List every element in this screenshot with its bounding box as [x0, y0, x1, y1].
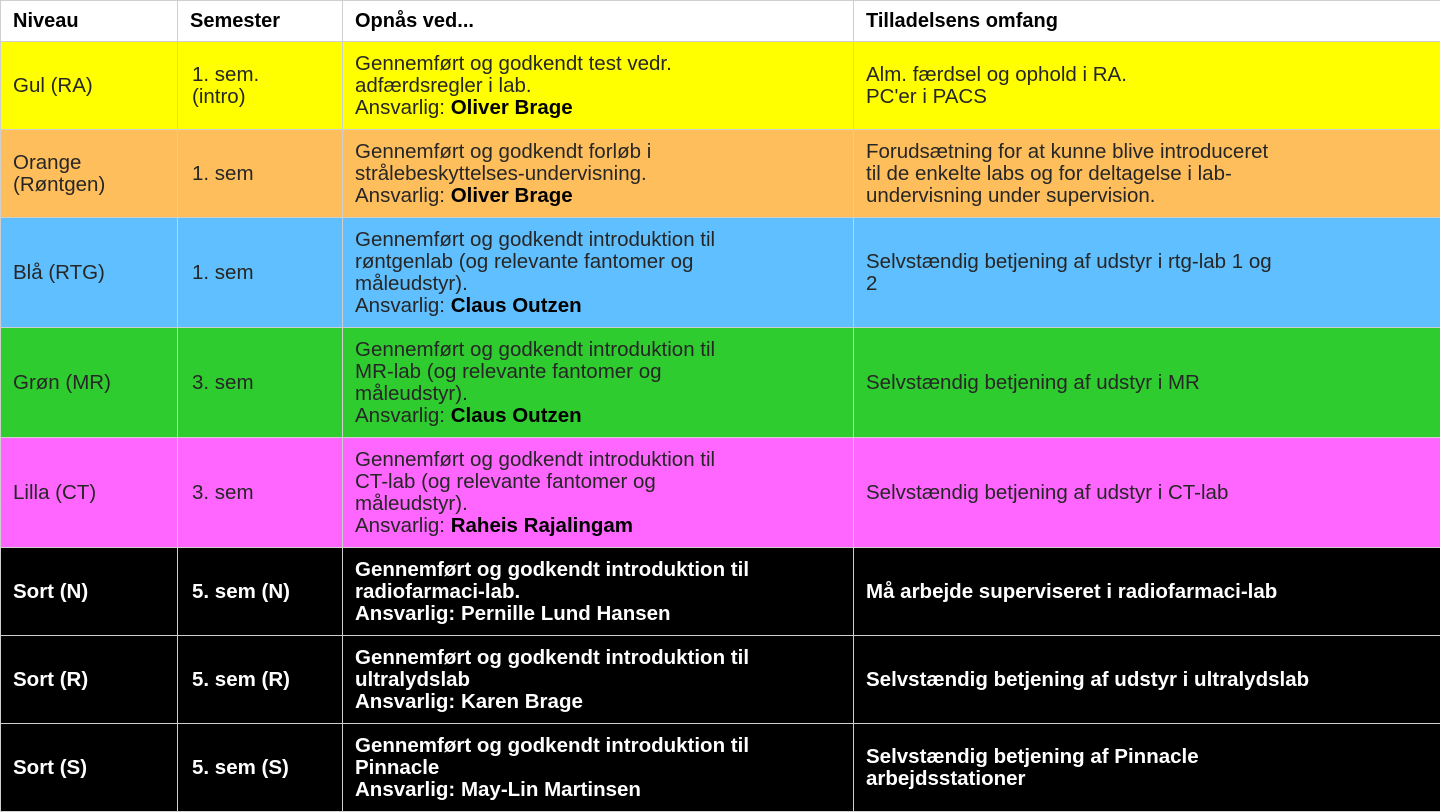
opnaas-text: måleudstyr). [355, 273, 839, 295]
omfang-text: Selvstændig betjening af udstyr i rtg-lab 1 og [866, 251, 1426, 273]
table-row-gron [1, 328, 1440, 438]
semester-cell [178, 130, 343, 218]
opnaas-text: CT-lab (og relevante fantomer og [355, 471, 839, 493]
omfang-cell [854, 130, 1440, 218]
niveau-text: Sort (S) [13, 757, 163, 779]
responsible-line [355, 185, 839, 207]
omfang-cell [854, 636, 1440, 724]
header-row [1, 1, 1440, 42]
responsible-label: Ansvarlig: [355, 690, 461, 713]
niveau-text: Grøn (MR) [13, 372, 163, 394]
semester-text: 3. sem [192, 372, 328, 394]
opnaas-text: Gennemført og godkendt forløb i [355, 141, 839, 163]
niveau-cell [1, 218, 178, 328]
semester-cell [178, 218, 343, 328]
opnaas-cell [343, 724, 854, 812]
omfang-cell [854, 548, 1440, 636]
niveau-text: Lilla (CT) [13, 482, 163, 504]
responsible-name: May-Lin Martinsen [461, 778, 641, 801]
semester-text: (intro) [192, 86, 328, 108]
niveau-cell [1, 42, 178, 130]
table-row-orange [1, 130, 1440, 218]
responsible-name: Claus Outzen [451, 294, 582, 317]
omfang-text: Må arbejde superviseret i radiofarmaci-lab [866, 581, 1426, 603]
header-niveau: Niveau [1, 1, 178, 42]
opnaas-cell [343, 42, 854, 130]
opnaas-text: Gennemført og godkendt introduktion til [355, 647, 839, 669]
niveau-cell [1, 328, 178, 438]
responsible-label: Ansvarlig: [355, 778, 461, 801]
omfang-cell [854, 724, 1440, 812]
semester-text: 5. sem (S) [192, 757, 328, 779]
opnaas-text: Gennemført og godkendt test vedr. [355, 53, 839, 75]
niveau-cell [1, 636, 178, 724]
niveau-text: (Røntgen) [13, 174, 163, 196]
responsible-name: Claus Outzen [451, 404, 582, 427]
opnaas-text: Pinnacle [355, 757, 839, 779]
omfang-cell [854, 328, 1440, 438]
responsible-name: Karen Brage [461, 690, 583, 713]
niveau-text: Orange [13, 152, 163, 174]
responsible-label: Ansvarlig: [355, 602, 461, 625]
table-row-gul [1, 42, 1440, 130]
opnaas-text: Gennemført og godkendt introduktion til [355, 339, 839, 361]
omfang-text: Selvstændig betjening af udstyr i ultralydslab [866, 669, 1426, 691]
responsible-name: Raheis Rajalingam [451, 514, 633, 537]
responsible-name: Oliver Brage [451, 96, 573, 119]
omfang-text: 2 [866, 273, 1426, 295]
opnaas-cell [343, 636, 854, 724]
header-semester: Semester [178, 1, 343, 42]
semester-text: 1. sem [192, 163, 328, 185]
niveau-text: Sort (N) [13, 581, 163, 603]
semester-cell [178, 42, 343, 130]
opnaas-text: Gennemført og godkendt introduktion til [355, 559, 839, 581]
header-omfang: Tilladelsens omfang [854, 1, 1440, 42]
responsible-label: Ansvarlig: [355, 184, 451, 207]
omfang-text: Selvstændig betjening af udstyr i MR [866, 372, 1426, 394]
omfang-text: Forudsætning for at kunne blive introduceret [866, 141, 1426, 163]
responsible-line [355, 97, 839, 119]
table-row-bla [1, 218, 1440, 328]
niveau-cell [1, 130, 178, 218]
opnaas-text: MR-lab (og relevante fantomer og [355, 361, 839, 383]
responsible-label: Ansvarlig: [355, 96, 451, 119]
omfang-cell [854, 438, 1440, 548]
opnaas-text: måleudstyr). [355, 383, 839, 405]
omfang-text: arbejdsstationer [866, 768, 1426, 790]
omfang-text: Selvstændig betjening af udstyr i CT-lab [866, 482, 1426, 504]
responsible-line [355, 779, 839, 801]
responsible-label: Ansvarlig: [355, 514, 451, 537]
opnaas-text: Gennemført og godkendt introduktion til [355, 735, 839, 757]
semester-cell [178, 636, 343, 724]
opnaas-text: radiofarmaci-lab. [355, 581, 839, 603]
niveau-cell [1, 438, 178, 548]
opnaas-text: røntgenlab (og relevante fantomer og [355, 251, 839, 273]
omfang-cell [854, 218, 1440, 328]
omfang-text: PC'er i PACS [866, 86, 1426, 108]
semester-text: 1. sem. [192, 64, 328, 86]
responsible-label: Ansvarlig: [355, 294, 451, 317]
opnaas-cell [343, 218, 854, 328]
responsible-line [355, 691, 839, 713]
opnaas-text: måleudstyr). [355, 493, 839, 515]
semester-cell [178, 438, 343, 548]
niveau-cell [1, 548, 178, 636]
niveau-cell [1, 724, 178, 812]
omfang-text: Selvstændig betjening af Pinnacle [866, 746, 1426, 768]
semester-text: 3. sem [192, 482, 328, 504]
table-row-sort-r [1, 636, 1440, 724]
semester-cell [178, 724, 343, 812]
opnaas-text: Gennemført og godkendt introduktion til [355, 229, 839, 251]
responsible-line [355, 603, 839, 625]
opnaas-text: adfærdsregler i lab. [355, 75, 839, 97]
table-body [1, 42, 1440, 812]
opnaas-text: strålebeskyttelses-undervisning. [355, 163, 839, 185]
omfang-text: undervisning under supervision. [866, 185, 1426, 207]
semester-text: 5. sem (R) [192, 669, 328, 691]
opnaas-cell [343, 130, 854, 218]
responsible-label: Ansvarlig: [355, 404, 451, 427]
opnaas-cell [343, 548, 854, 636]
omfang-cell [854, 42, 1440, 130]
omfang-text: til de enkelte labs og for deltagelse i lab- [866, 163, 1426, 185]
semester-cell [178, 548, 343, 636]
omfang-text: Alm. færdsel og ophold i RA. [866, 64, 1426, 86]
semester-text: 1. sem [192, 262, 328, 284]
table-row-lilla [1, 438, 1440, 548]
niveau-text: Sort (R) [13, 669, 163, 691]
semester-text: 5. sem (N) [192, 581, 328, 603]
opnaas-text: Gennemført og godkendt introduktion til [355, 449, 839, 471]
opnaas-cell [343, 438, 854, 548]
table-row-sort-n [1, 548, 1440, 636]
responsible-line [355, 515, 839, 537]
responsible-line [355, 295, 839, 317]
opnaas-cell [343, 328, 854, 438]
header-opnaas: Opnås ved... [343, 1, 854, 42]
opnaas-text: ultralydslab [355, 669, 839, 691]
responsible-line [355, 405, 839, 427]
niveau-text: Gul (RA) [13, 75, 163, 97]
semester-cell [178, 328, 343, 438]
responsible-name: Pernille Lund Hansen [461, 602, 671, 625]
table-row-sort-s [1, 724, 1440, 812]
responsible-name: Oliver Brage [451, 184, 573, 207]
niveau-text: Blå (RTG) [13, 262, 163, 284]
